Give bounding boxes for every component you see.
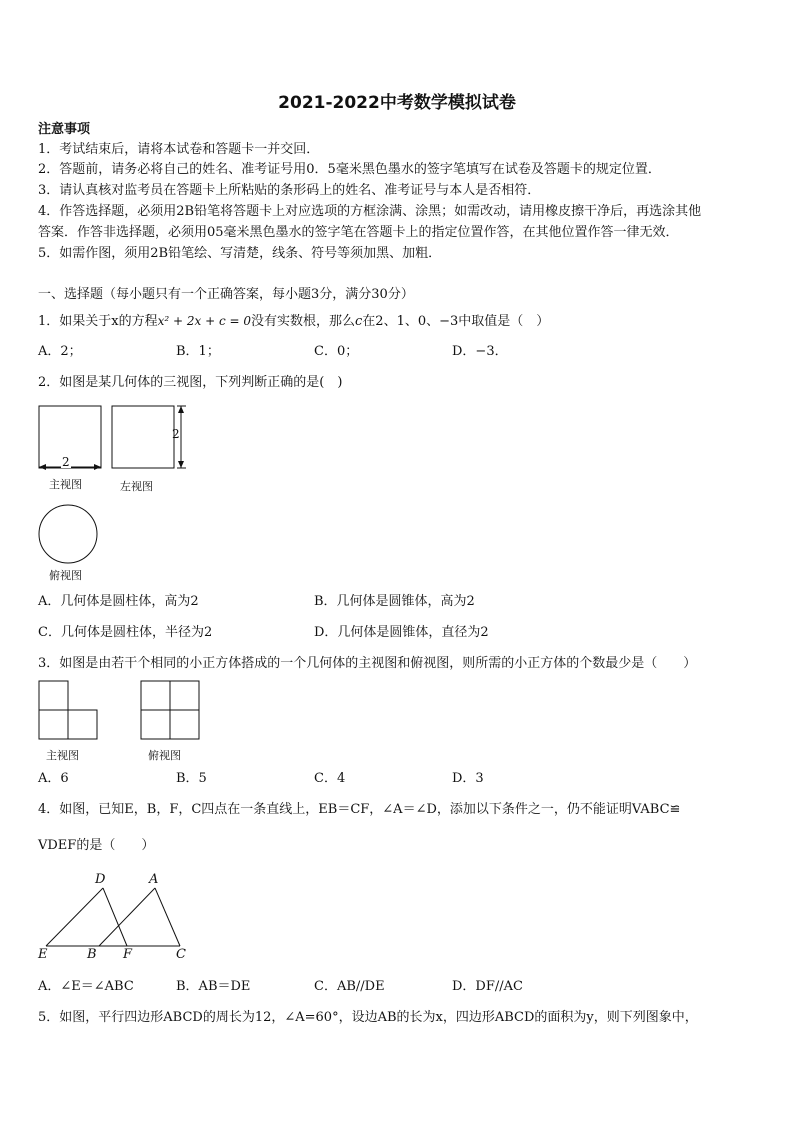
q1-option-d: D．−3． (452, 344, 508, 359)
q3-option-b: B．5 (176, 771, 207, 786)
top-view-circle (39, 505, 97, 563)
q4-option-c: C．AB//DE (314, 979, 385, 994)
point-label-a: A (149, 872, 159, 887)
notice-item: 5．如需作图，须用2B铅笔绘、写清楚，线条、符号等须加黑、加粗． (38, 246, 442, 261)
question-5: 5．如图，平行四边形ABCD的周长为12，∠A=60°，设边AB的长为x，四边形ABCD的面积为y，则下列图象中， (38, 1010, 698, 1025)
q1-option-a: A．2； (38, 344, 82, 359)
q1-equation: x² + 2x + c = 0 (157, 314, 251, 328)
q4-triangles-figure (46, 888, 180, 946)
q1-mid: 没有实数根，那么 (251, 314, 356, 329)
point-label-d: D (95, 872, 106, 887)
q2-option-d: D．几何体是圆锥体，直径为2 (314, 625, 489, 640)
notice-item: 答案．作答非选择题，必须用05毫米黑色墨水的签字笔在答题卡上的指定位置作答，在其他位置作答一律无效． (38, 225, 679, 240)
q1-post: 在2、1、0、−3中取值是（ ） (362, 314, 550, 329)
q1-pre: 1．如果关于x的方程 (38, 314, 158, 329)
notice-heading: 注意事项 (38, 122, 91, 137)
q3-option-d: D．3 (452, 771, 484, 786)
q2-option-c: C．几何体是圆柱体，半径为2 (38, 625, 213, 640)
q2-option-a: A．几何体是圆柱体，高为2 (38, 594, 199, 609)
q3-top-view (141, 681, 199, 739)
point-label-b: B (87, 947, 97, 962)
notice-item: 4．作答选择题，必须用2B铅笔将答题卡上对应选项的方框涂满、涂黑；如需改动，请用橡皮擦干净后，再选涂其他 (38, 204, 702, 219)
question-4-line2: VDEF的是（ ） (38, 838, 155, 853)
front-width-label: 2 (62, 455, 70, 469)
notice-item: 1．考试结束后，请将本试卷和答题卡一并交回． (38, 142, 320, 157)
q2-side-view-label: 左视图 (120, 480, 153, 493)
q4-option-d: D．DF//AC (452, 979, 523, 994)
notice-item: 3．请认真核对监考员在答题卡上所粘贴的条形码上的姓名、准考证号与本人是否相符． (38, 183, 541, 198)
notice-item: 2．答题前，请务必将自己的姓名、准考证号用0．5毫米黑色墨水的签字笔填写在试卷及答题卡的规定位置． (38, 162, 661, 177)
q2-top-view-label: 俯视图 (49, 569, 82, 582)
point-label-c: C (176, 947, 186, 962)
q3-top-view-label: 俯视图 (148, 749, 181, 762)
q1-var: c (355, 314, 363, 329)
question-3: 3．如图是由若干个相同的小正方体搭成的一个几何体的主视图和俯视图，则所需的小正方体的个数最少是（ ） (38, 656, 697, 671)
q3-front-view (39, 681, 97, 739)
arrow-left-icon (39, 464, 46, 470)
q1-option-c: C．0； (314, 344, 359, 359)
q3-option-a: A．6 (38, 771, 69, 786)
question-2: 2．如图是某几何体的三视图，下列判断正确的是( ) (38, 375, 343, 390)
q4-option-b: B．AB＝DE (176, 979, 251, 994)
q1-option-b: B．1； (176, 344, 220, 359)
q2-front-view-label: 主视图 (49, 478, 82, 491)
side-height-label: 2 (172, 427, 180, 441)
arrow-down-icon (178, 461, 184, 468)
arrow-up-icon (178, 406, 184, 413)
q4-option-a: A．∠E＝∠ABC (38, 979, 134, 994)
q2-option-b: B．几何体是圆锥体，高为2 (314, 594, 475, 609)
point-label-f: F (123, 947, 133, 962)
q3-option-c: C．4 (314, 771, 346, 786)
section-heading: 一、选择题（每小题只有一个正确答案，每小题3分，满分30分） (38, 287, 414, 302)
point-label-e: E (38, 947, 48, 962)
q3-front-view-label: 主视图 (46, 749, 79, 762)
page-title: 2021-2022中考数学模拟试卷 (278, 93, 516, 113)
arrow-right-icon (94, 464, 101, 470)
question-4-line1: 4．如图，已知E，B，F，C四点在一条直线上，EB＝CF，∠A＝∠D，添加以下条件之一，仍不能证明VABC≌ (38, 802, 681, 817)
side-view-square (112, 406, 174, 468)
